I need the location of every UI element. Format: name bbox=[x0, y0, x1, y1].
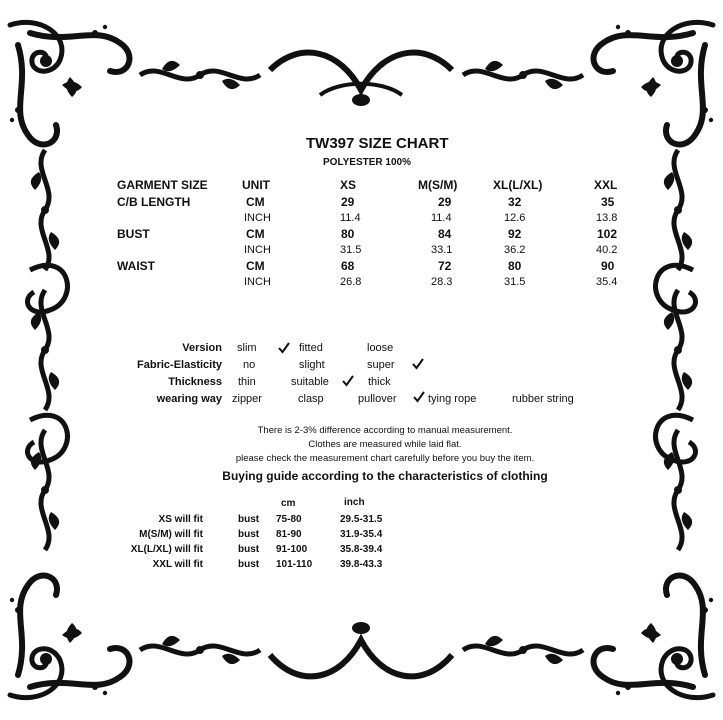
option-tying-rope: tying rope bbox=[428, 393, 477, 405]
option-thick: thick bbox=[368, 376, 391, 388]
cell-value: 31.5 bbox=[340, 244, 362, 256]
cell-value: 102 bbox=[597, 227, 618, 241]
guide-row-label: M(S/M) will fit bbox=[139, 529, 203, 540]
unit-inch: INCH bbox=[244, 212, 271, 224]
check-icon bbox=[413, 391, 425, 403]
guide-row-inch: 31.9-35.4 bbox=[340, 529, 383, 540]
cell-value: 72 bbox=[438, 259, 452, 273]
cell-value: 33.1 bbox=[431, 244, 453, 256]
cell-value: 84 bbox=[438, 227, 452, 241]
cell-value: 11.4 bbox=[431, 212, 452, 224]
guide-row-cm: 101-110 bbox=[276, 559, 313, 570]
option-super: super bbox=[367, 359, 395, 371]
cell-value: 80 bbox=[341, 227, 355, 241]
cell-value: 32 bbox=[508, 195, 522, 209]
attr-label-fabric-elasticity: Fabric-Elasticity bbox=[137, 359, 222, 371]
row-label-cb-length: C/B LENGTH bbox=[117, 195, 191, 209]
guide-row-inch: 35.8-39.4 bbox=[340, 544, 383, 555]
option-suitable: suitable bbox=[291, 376, 329, 388]
option-pullover: pullover bbox=[358, 393, 397, 405]
header-xl: XL(L/XL) bbox=[493, 178, 543, 192]
row-label-bust: BUST bbox=[117, 227, 150, 241]
unit-cm: CM bbox=[246, 195, 265, 209]
guide-row-part: bust bbox=[238, 514, 260, 525]
note-line: please check the measurement chart carefully before you buy the item. bbox=[235, 453, 535, 464]
unit-inch: INCH bbox=[244, 276, 271, 288]
check-icon bbox=[278, 342, 290, 354]
buying-guide-title: Buying guide according to the characteristics of clothing bbox=[222, 469, 548, 483]
option-clasp: clasp bbox=[298, 393, 324, 405]
cell-value: 80 bbox=[508, 259, 522, 273]
attr-label-wearing-way: wearing way bbox=[156, 393, 222, 405]
guide-row-label: XS will fit bbox=[158, 514, 203, 525]
cell-value: 35.4 bbox=[596, 276, 618, 288]
guide-row-cm: 81-90 bbox=[276, 529, 302, 540]
guide-row-label: XXL will fit bbox=[152, 559, 203, 570]
guide-row-cm: 91-100 bbox=[276, 544, 308, 555]
guide-row-inch: 39.8-43.3 bbox=[340, 559, 383, 570]
material-label: POLYESTER 100% bbox=[323, 157, 412, 168]
header-garment-size: GARMENT SIZE bbox=[117, 178, 208, 192]
header-xs: XS bbox=[340, 178, 357, 192]
cell-value: 68 bbox=[341, 259, 355, 273]
attr-label-thickness: Thickness bbox=[168, 376, 222, 388]
guide-col-cm: cm bbox=[281, 498, 296, 509]
cell-value: 11.4 bbox=[340, 212, 361, 224]
option-loose: loose bbox=[367, 342, 394, 354]
option-fitted: fitted bbox=[299, 342, 323, 354]
cell-value: 29 bbox=[438, 195, 452, 209]
cell-value: 13.8 bbox=[596, 212, 618, 224]
cell-value: 29 bbox=[341, 195, 355, 209]
chart-title: TW397 SIZE CHART bbox=[306, 135, 449, 152]
unit-cm: CM bbox=[246, 227, 265, 241]
cell-value: 92 bbox=[508, 227, 522, 241]
guide-row-part: bust bbox=[238, 559, 260, 570]
note-line: Clothes are measured while laid flat. bbox=[308, 439, 462, 450]
guide-row-part: bust bbox=[238, 529, 260, 540]
cell-value: 90 bbox=[601, 259, 615, 273]
unit-cm: CM bbox=[246, 259, 265, 273]
cell-value: 12.6 bbox=[504, 212, 526, 224]
guide-row-inch: 29.5-31.5 bbox=[340, 514, 383, 525]
option-slight: slight bbox=[299, 359, 325, 371]
cell-value: 31.5 bbox=[504, 276, 526, 288]
guide-row-label: XL(L/XL) will fit bbox=[130, 544, 203, 555]
guide-row-part: bust bbox=[238, 544, 260, 555]
check-icon bbox=[412, 358, 424, 370]
option-thin: thin bbox=[238, 376, 256, 388]
guide-row-cm: 75-80 bbox=[276, 514, 302, 525]
option-zipper: zipper bbox=[232, 393, 262, 405]
header-xxl: XXL bbox=[594, 178, 618, 192]
cell-value: 26.8 bbox=[340, 276, 362, 288]
header-m: M(S/M) bbox=[418, 178, 458, 192]
cell-value: 28.3 bbox=[431, 276, 453, 288]
cell-value: 36.2 bbox=[504, 244, 526, 256]
cell-value: 35 bbox=[601, 195, 615, 209]
note-line: There is 2-3% difference according to manual measurement. bbox=[257, 425, 513, 436]
option-rubber-string: rubber string bbox=[512, 393, 574, 405]
unit-inch: INCH bbox=[244, 244, 271, 256]
option-no: no bbox=[243, 359, 256, 371]
option-slim: slim bbox=[237, 342, 257, 354]
attr-label-version: Version bbox=[182, 342, 222, 354]
guide-col-inch: inch bbox=[344, 497, 365, 508]
header-unit: UNIT bbox=[242, 178, 270, 192]
check-icon bbox=[342, 375, 354, 387]
row-label-waist: WAIST bbox=[117, 259, 155, 273]
cell-value: 40.2 bbox=[596, 244, 618, 256]
